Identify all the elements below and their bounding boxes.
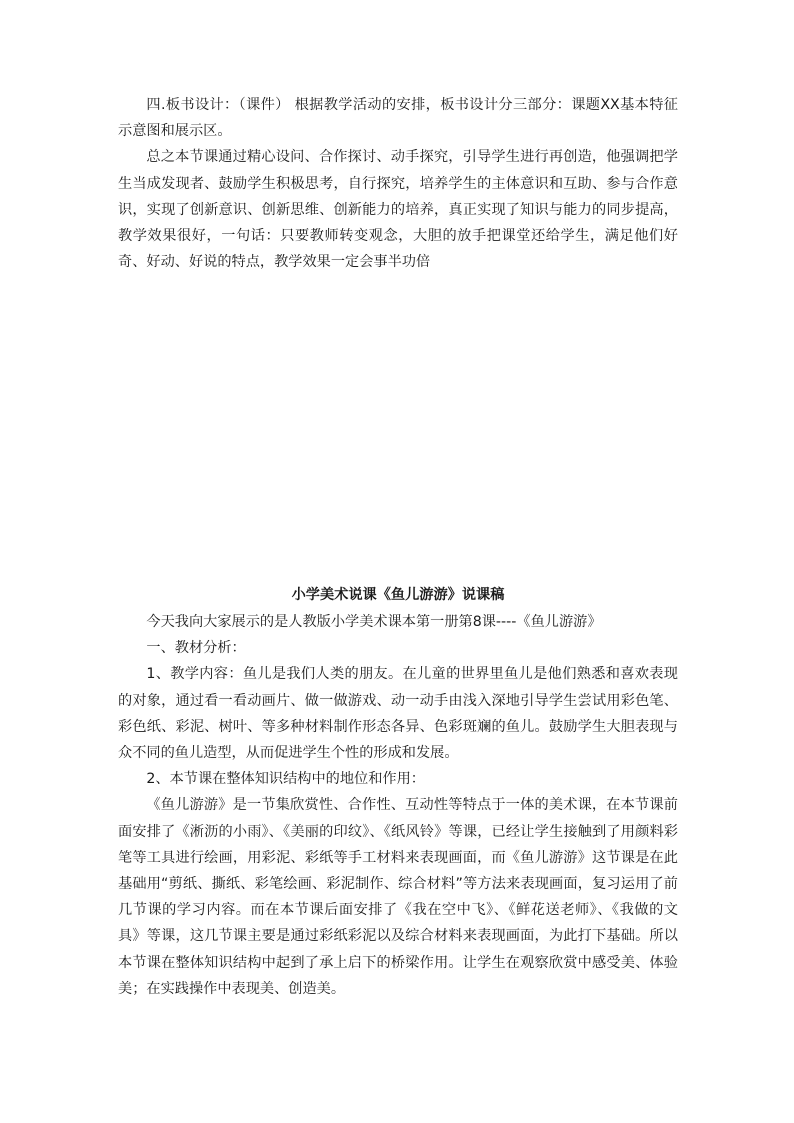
heading-material-analysis: 一、教材分析：: [146, 640, 246, 657]
teaching-content-paragraph: 1、教学内容：鱼儿是我们人类的朋友。在儿童的世界里鱼儿是他们熟悉和喜欢表现的对象，通过看一看动画片、做一做游戏、动一动手由浅入深地引导学生尝试用彩色笔、彩色纸、彩泥、树叶、等多种材料制作形态各异、色彩斑斓的鱼儿。鼓励学生大胆表现与众不同的鱼儿造型，从而促进学生个性的形成和发展。: [118, 666, 678, 762]
subheading-position-role: 2、本节课在整体知识结构中的地位和作用：: [146, 771, 425, 788]
lesson-title: 小学美术说课《鱼儿游游》说课稿: [291, 587, 505, 603]
intro-paragraph: 今天我向大家展示的是人教版小学美术课本第一册第8课----《鱼儿游游》: [146, 614, 602, 630]
lesson-script-section: [118, 582, 678, 1002]
position-role-paragraph: 《鱼儿游游》是一节集欣赏性、合作性、互动性等特点于一体的美术课，在本节课前面安排了《淅沥的小雨》、《美丽的印纹》、《纸风铃》等课，已经让学生接触到了用颜料彩笔等工具进行绘画，用彩泥、彩纸等手工材料来表现画面，而《鱼儿游游》这节课是在此基础用“剪纸、撕纸、彩笔绘画、彩泥制作、综合材料”等方法来表现画面，复习运用了前几节课的学习内容。而在本节课后面安排了《我在空中飞》、《鲜花送老师》、《我做的文具》等课，这几节课主要是通过彩纸彩泥以及综合材料来表现画面，为此打下基础。所以本节课在整体知识结构中起到了承上启下的桥梁作用。让学生在观察欣赏中感受美、体验美；在实践操作中表现美、创造美。: [118, 797, 678, 997]
summary-paragraph: 总之本节课通过精心设问、合作探讨、动手探究，引导学生进行再创造，他强调把学生当成发现者、鼓励学生积极思考，自行探究，培养学生的主体意识和互助、参与合作意识，实现了创新意识、创新思维、创新能力的培养，真正实现了知识与能力的同步提高，教学效果很好，一句话：只要教师转变观念，大胆的放手把课堂还给学生，满足他们好奇、好动、好说的特点，教学效果一定会事半功倍: [118, 149, 678, 271]
board-design-paragraph: 四.板书设计：（课件） 根据教学活动的安排，板书设计分三部分：课题XX基本特征示意图和展示区。: [118, 97, 678, 140]
board-design-section: [118, 92, 678, 275]
